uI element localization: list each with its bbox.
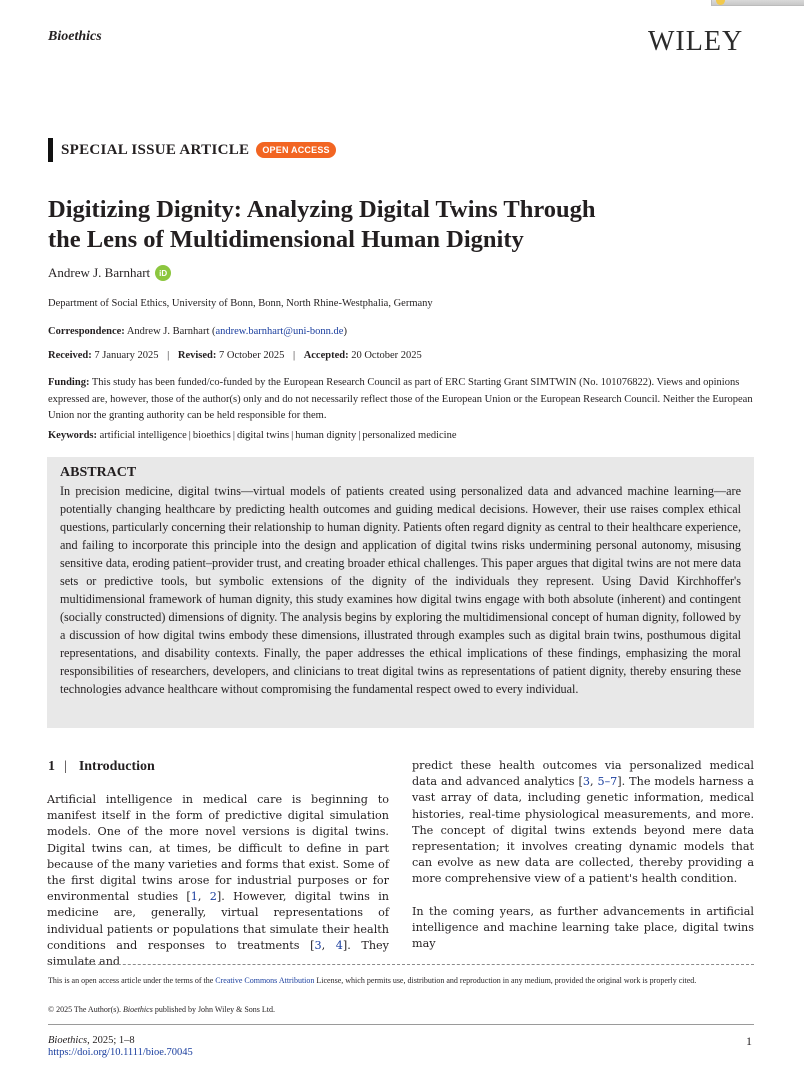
keyword-separator: | — [291, 430, 294, 441]
section-title: Introduction — [78, 759, 155, 774]
footnote-divider — [48, 964, 754, 965]
article-type-row — [48, 138, 336, 162]
keyword: digital twins — [236, 430, 290, 441]
citation-link[interactable]: 2 — [209, 890, 217, 904]
paragraph-text: Artificial intelligence in medical care is beginning to manifest itself in the form of predictive digital simulation models. One of the more novel versions is digital twins. Digital twins can, at times, be difficult to define in part because of the many varieties and forms that exist. Some of the first digital twins arose for industrial purposes or for environmental studies [ — [47, 793, 389, 904]
article-dates — [48, 350, 422, 361]
correspondence-close: ) — [343, 326, 347, 337]
doi-link[interactable]: https://doi.org/10.1111/bioe.70045 — [48, 1047, 193, 1058]
revised-date: 7 October 2025 — [219, 350, 285, 361]
affiliation: Department of Social Ethics, University of Bonn, Bonn, North Rhine-Westphalia, Germany — [48, 298, 433, 309]
accepted-date: 20 October 2025 — [351, 350, 422, 361]
footer-divider — [48, 1024, 754, 1025]
paragraph-text: ]. The models harness a vast array of data, including genetic information, medical histories, real-time physiological measurements, and more. The concept of digital twins extends beyond mere data representation; it involves creating dynamic models that can evolve as new data are collected, thereby providing a more comprehensive view of a patient's health condition. — [412, 775, 754, 886]
citation-separator: , — [589, 775, 598, 789]
citation-separator: , — [197, 890, 210, 904]
journal-name: Bioethics — [48, 29, 102, 44]
section-divider: | — [64, 759, 67, 774]
article-type-bar — [48, 138, 53, 162]
body-column-right — [412, 758, 754, 952]
publisher-logo: WILEY — [648, 26, 744, 57]
open-access-badge: OPEN ACCESS — [256, 142, 335, 158]
keyword-separator: | — [232, 430, 235, 441]
footer-citation — [48, 1035, 135, 1046]
license-notice — [48, 973, 754, 989]
date-separator: | — [167, 350, 170, 361]
paragraph-text: ]. They simulate and — [47, 938, 389, 969]
section-heading-introduction — [48, 759, 155, 775]
title-line-2: the Lens of Multidimensional Human Dignity — [48, 226, 524, 253]
section-number: 1 — [48, 759, 55, 774]
received-date: 7 January 2025 — [94, 350, 159, 361]
revised-label: Revised: — [177, 350, 217, 361]
citation-link[interactable]: 3 — [582, 775, 590, 789]
keyword: artificial intelligence — [99, 430, 187, 441]
correspondence-name: Andrew J. Barnhart ( — [126, 326, 216, 337]
abstract-box — [47, 457, 754, 728]
citation-link[interactable]: 1 — [190, 890, 198, 904]
correspondence — [48, 326, 347, 337]
paragraph — [412, 758, 754, 888]
page-number: 1 — [746, 1034, 752, 1048]
keyword-separator: | — [358, 430, 361, 441]
paragraph — [47, 792, 389, 970]
license-text: This is an open access article under the terms of the — [48, 976, 216, 985]
funding-statement — [48, 375, 758, 425]
citation-link[interactable]: 3 — [314, 938, 322, 952]
abstract-heading: ABSTRACT — [60, 465, 137, 480]
citation-separator: , — [321, 938, 336, 952]
paragraph: In the coming years, as further advancements in artificial intelligence and machine learning take place, digital twins may — [412, 904, 754, 951]
keywords-label: Keywords: — [48, 430, 97, 441]
footer-journal: Bioethics — [48, 1035, 88, 1046]
accepted-label: Accepted: — [303, 350, 349, 361]
article-type: SPECIAL ISSUE ARTICLE — [61, 141, 250, 158]
keyword: bioethics — [192, 430, 231, 441]
license-text: License, which permits use, distribution and reproduction in any medium, provided the original work is properly cited. — [314, 976, 697, 985]
received-label: Received: — [48, 350, 92, 361]
title-line-1: Digitizing Dignity: Analyzing Digital Twins Through — [48, 196, 596, 223]
keyword-separator: | — [188, 430, 191, 441]
keywords — [48, 430, 457, 441]
article-title — [48, 195, 748, 255]
footer-volume-pages: , 2025; 1–8 — [87, 1035, 135, 1046]
citation-link[interactable]: 4 — [335, 938, 343, 952]
keyword: human dignity — [295, 430, 357, 441]
funding-text: This study has been funded/co-funded by the European Research Council as part of ERC Starting Grant SIMTWIN (No. 101076822). Views and opinions expressed are, however, those of the author(s) only and do not necessarily reflect those of the European Union or the European Research Council. Neither the European Union nor the granting authority can be held responsible for them. — [48, 377, 753, 421]
funding-label: Funding: — [48, 377, 90, 388]
body-column-left — [47, 792, 389, 970]
copyright-text: © 2025 The Author(s). — [48, 1005, 124, 1014]
copyright-text: published by John Wiley & Sons Ltd. — [152, 1005, 276, 1014]
correspondence-email-link[interactable]: andrew.barnhart@uni-bonn.de — [215, 326, 344, 337]
copyright-notice — [48, 1005, 275, 1014]
correspondence-label: Correspondence: — [48, 326, 125, 337]
author-row — [48, 265, 171, 281]
keyword: personalized medicine — [362, 430, 457, 441]
paragraph-text: predict these health outcomes via personalized medical data and advanced analytics [ — [412, 759, 754, 789]
abstract-text: In precision medicine, digital twins—virtual models of patients created using personalized data and advanced machine learning—are potentially changing healthcare by predicting health outcomes and guiding medical decisions. However, their use raises complex ethical questions, particularly concerning their relationship to human dignity. Patients often regard dignity as central to their healthcare experience, and failing to incorporate this principle into the design and application of digital twins risks undermining personal autonomy, misusing sensitive data, eroding patient–provider trust, and creating broader ethical challenges. This paper argues that digital twins are not mere data sets or predictive tools, but symbolic extensions of the dignity of the individuals they represent. Using David Kirchhoffer's multidimensional framework of human dignity, this study examines how digital twins engage with both absolute (inherent) and contingent (socially constructed) dimensions of dignity. The analysis begins by exploring the multidimensional concept of human dignity, followed by a discussion of how digital twins embody these dimensions, illustrated through examples such as digital brain twins, posthumous digital representations, and disability contexts. Finally, the paper addresses the ethical implications of these findings, emphasizing the moral responsibilities of researchers, developers, and clinicians to treat digital twins as representations of patient dignity, thereby ensuring these technologies advance healthcare without compromising the fundamental respect owed to every individual. — [60, 484, 741, 696]
orcid-icon[interactable]: iD — [155, 265, 171, 281]
license-link[interactable]: Creative Commons Attribution — [215, 976, 315, 985]
citation-link[interactable]: 5–7 — [597, 775, 618, 789]
paragraph-text: ]. However, digital twins in medicine are, generally, virtual representations of individual patients or populations that simulate their health conditions and responses to treatments [ — [47, 890, 389, 952]
date-separator: | — [292, 350, 296, 361]
copyright-journal: Bioethics — [123, 1005, 153, 1014]
author-name[interactable]: Andrew J. Barnhart — [48, 265, 151, 280]
